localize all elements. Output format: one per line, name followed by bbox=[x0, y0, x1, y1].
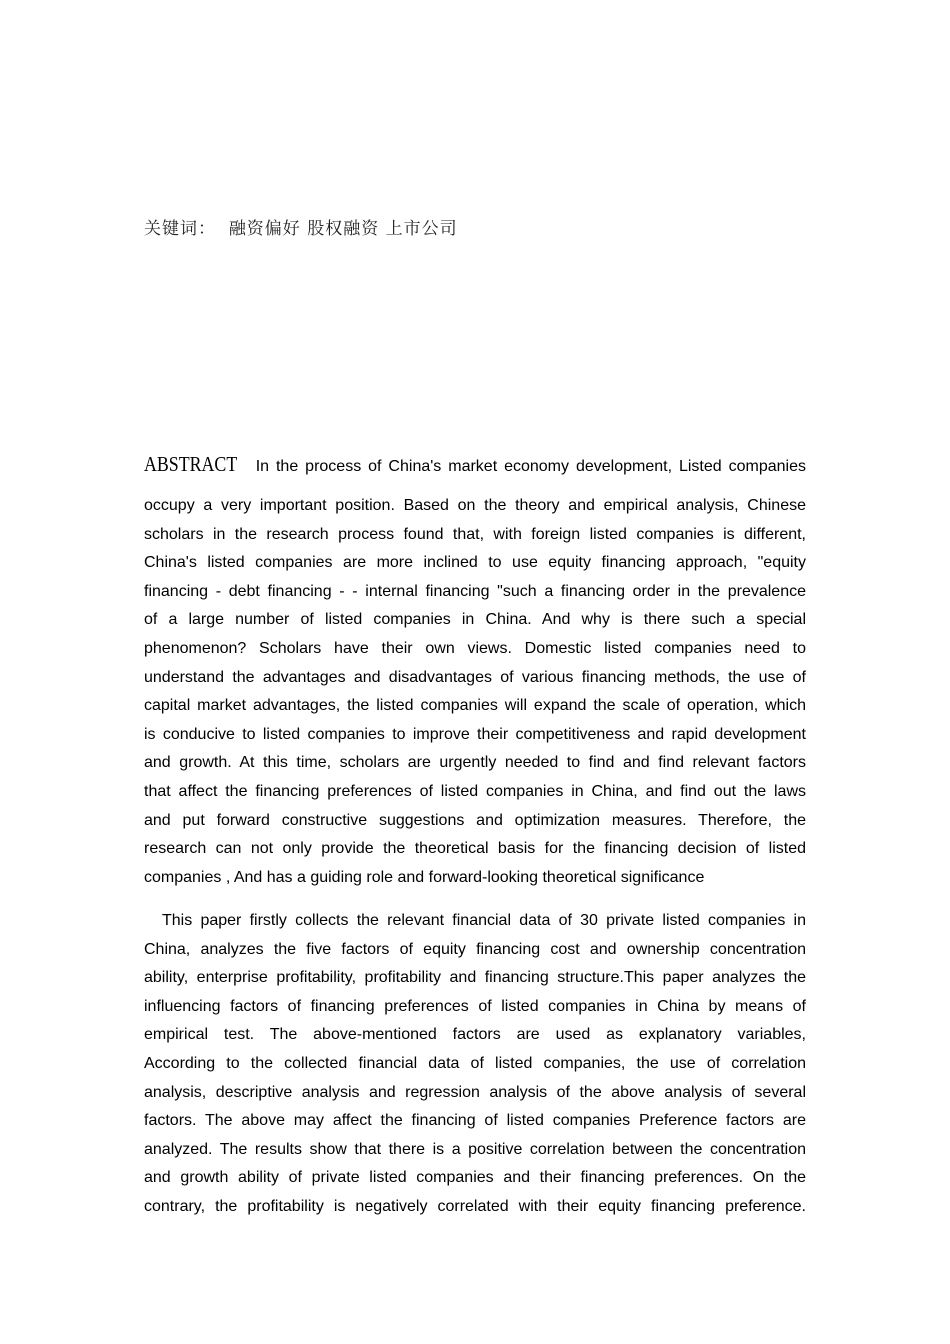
text-line: that affect the financing preferences of listed companies in China, and find out the laws bbox=[144, 782, 806, 800]
text-line: ability, enterprise profitability, profitability and financing structure.This paper analyzes the bbox=[144, 969, 806, 987]
keywords-label: 关键词： bbox=[144, 219, 216, 239]
keywords bbox=[144, 214, 458, 239]
text-line: analysis, descriptive analysis and regression analysis of the above analysis of several bbox=[144, 1083, 806, 1101]
text-line: and put forward constructive suggestions and optimization measures. Therefore, the bbox=[144, 811, 806, 829]
text-line: capital market advantages, the listed companies will expand the scale of operation, which bbox=[144, 697, 806, 715]
text-line: financing - debt financing - - internal financing "such a financing order in the prevalence bbox=[144, 582, 806, 600]
text-line: scholars in the research process found that, with foreign listed companies is different, bbox=[144, 525, 806, 543]
text-line: is conducive to listed companies to improve their competitiveness and rapid development bbox=[144, 725, 806, 743]
text-line: In the process of China's market economy development, Listed companies bbox=[255, 458, 806, 475]
text-line: research can not only provide the theoretical basis for the financing decision of listed bbox=[144, 840, 806, 858]
abstract-first-line bbox=[144, 452, 806, 482]
text-line: This paper firstly collects the relevant financial data of 30 private listed companies in bbox=[162, 912, 806, 929]
text-line: phenomenon? Scholars have their own views. Domestic listed companies need to bbox=[144, 639, 806, 657]
text-line: companies , And has a guiding role and forward-looking theoretical significance bbox=[144, 868, 705, 886]
abstract-paragraph-2 bbox=[144, 907, 806, 1222]
text-line: and growth. At this time, scholars are urgently needed to find and find relevant factors bbox=[144, 754, 806, 772]
text-line: occupy a very important position. Based on the theory and empirical analysis, Chinese bbox=[144, 497, 806, 514]
text-line: China, analyzes the five factors of equity financing cost and ownership concentration bbox=[144, 940, 806, 958]
text-line: China's listed companies are more inclined to use equity financing approach, "equity bbox=[144, 554, 806, 572]
text-line: factors. The above may affect the financing of listed companies Preference factors are bbox=[144, 1112, 806, 1130]
text-line: and growth ability of private listed companies and their financing preferences. On the bbox=[144, 1169, 806, 1187]
text-line: influencing factors of financing preferences of listed companies in China by means of bbox=[144, 997, 806, 1015]
abstract-paragraph-1 bbox=[144, 452, 806, 892]
keywords-terms: 融资偏好 股权融资 上市公司 bbox=[228, 219, 458, 239]
text-line: understand the advantages and disadvantages of various financing methods, the use of bbox=[144, 668, 806, 686]
text-line: empirical test. The above-mentioned factors are used as explanatory variables, bbox=[144, 1026, 806, 1044]
text-line: contrary, the profitability is negatively correlated with their equity financing preference. bbox=[144, 1197, 806, 1215]
text-line: According to the collected financial data of listed companies, the use of correlation bbox=[144, 1054, 806, 1072]
abstract-title: ABSTRACT bbox=[144, 452, 238, 476]
text-line: analyzed. The results show that there is a positive correlation between the concentration bbox=[144, 1140, 806, 1158]
text-line: of a large number of listed companies in China. And why is there such a special bbox=[144, 611, 806, 629]
